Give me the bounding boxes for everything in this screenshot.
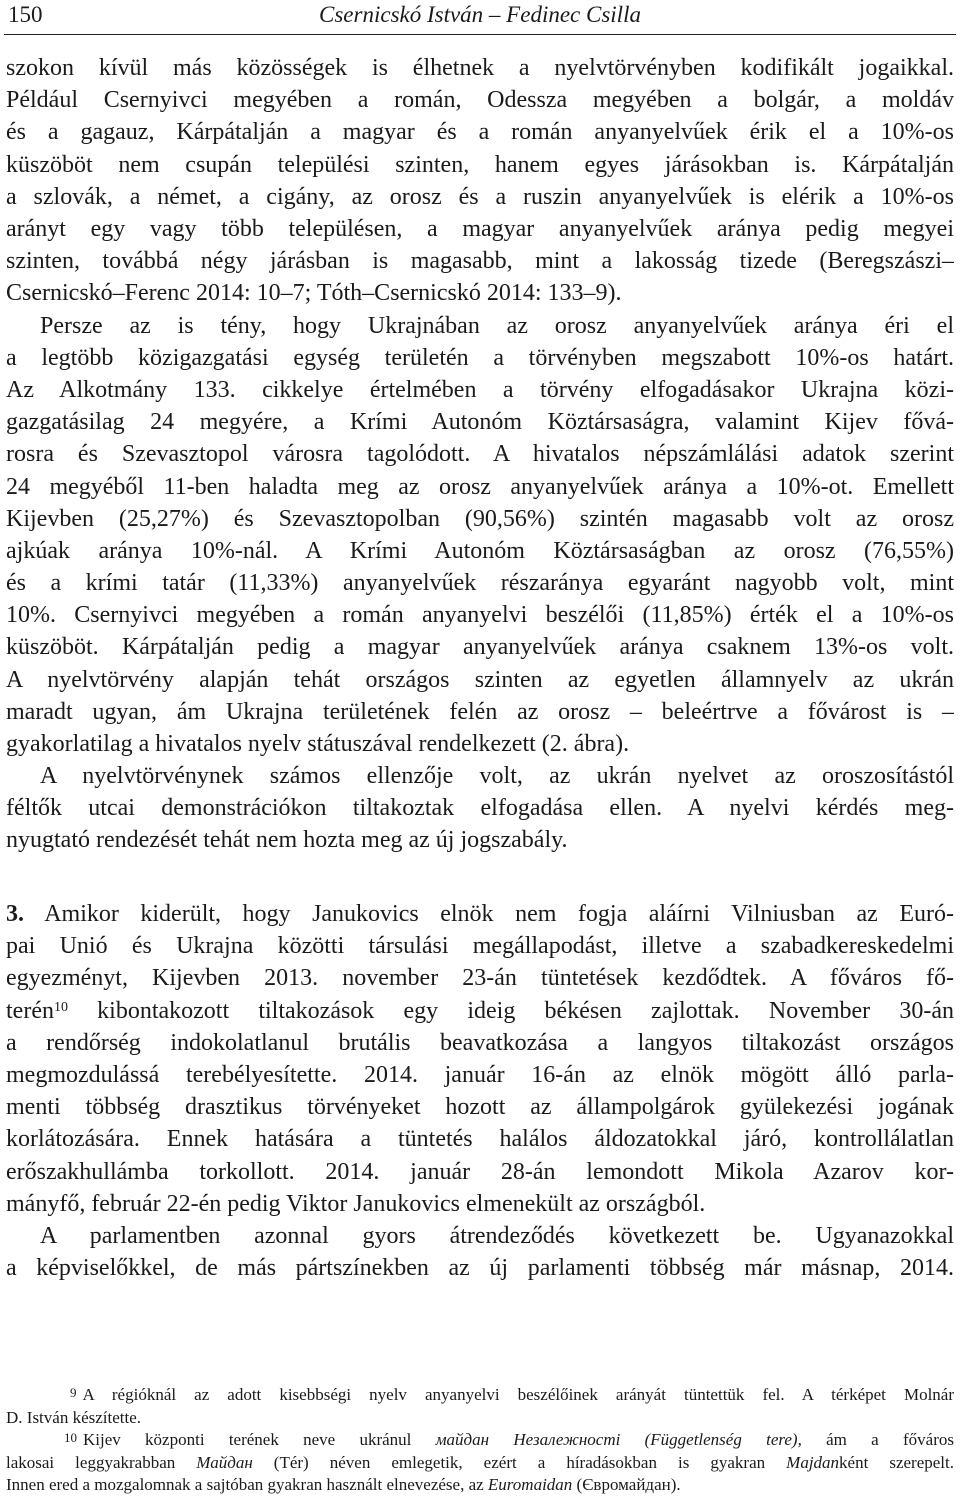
footnote-9 bbox=[6, 1384, 954, 1407]
footnote-number: 9 bbox=[70, 1385, 77, 1400]
footnote-10-line bbox=[6, 1452, 954, 1475]
footnote-text: Kijev központi terének neve ukránul bbox=[83, 1430, 436, 1449]
text-line: mányfő, február 22-én pedig Viktor Janukovics elmenekült az országból. bbox=[6, 1190, 706, 1217]
footnote-9-line: D. István készítette. bbox=[6, 1407, 142, 1427]
paragraph bbox=[6, 310, 954, 761]
footnote-text: (Tér) néven emlegetik, ezért a híradásokban is gyakran bbox=[252, 1452, 787, 1472]
text-line: küszöböt nem csupán települési szinten, hanem egyes járásokban is. Kárpátalján bbox=[6, 151, 954, 178]
text-line: Persze az is tény, hogy Ukrajnában az orosz anyanyelvűek aránya éri el bbox=[40, 312, 954, 339]
text-line: egyezményt, Kijevben 2013. november 23-án tüntetések kezdődtek. A főváros fő- bbox=[6, 965, 954, 992]
text-line: A parlamentben azonnal gyors átrendeződés következett be. Ugyanazokkal bbox=[40, 1223, 954, 1249]
section-number: 3. bbox=[6, 901, 24, 927]
text-line: szokon kívül más közösségek is élhetnek a nyelvtörvényben kodifikált jogaikkal. bbox=[6, 55, 954, 81]
footnote-text: ám a főváros bbox=[801, 1430, 954, 1449]
text-line: a képviselőkkel, de más pártszínekben az új parlamenti többség már másnap, 2014. bbox=[6, 1255, 954, 1282]
footnote-10-line bbox=[6, 1474, 954, 1497]
text-line: a szlovák, a német, a cigány, az orosz és a ruszin anyanyelvűek is elérik a 10%-os bbox=[6, 183, 954, 210]
page-number: 150 bbox=[8, 2, 43, 27]
text-line: megmozdulássá terebélyesítette. 2014. január 16-án az elnök mögött álló parla- bbox=[6, 1061, 954, 1088]
footnote-text: A régióknál az adott kisebbségi nyelv anyanyelvi beszélőinek arányát tüntettük fel. A térképet Molnár bbox=[82, 1385, 954, 1404]
paragraph bbox=[6, 760, 954, 857]
text-line: A nyelvtörvény alapján tehát országos szinten az egyetlen államnyelv az ukrán bbox=[6, 666, 954, 693]
text-line: féltők utcai demonstrációkon tiltakoztak elfogadása ellen. A nyelvi kérdés meg- bbox=[6, 795, 954, 822]
text-line: arányt egy vagy több településen, a magyar anyanyelvűek aránya pedig megyei bbox=[6, 215, 954, 242]
footnote-text-italic: Майдан bbox=[196, 1452, 253, 1472]
text-line: a rendőrség indokolatlanul brutális beavatkozása a langyos tiltakozást országos bbox=[6, 1029, 954, 1056]
text-line: 10%. Csernyivci megyében a román anyanyelvi beszélői (11,85%) érték el a 10%-os bbox=[6, 602, 954, 629]
footnote-text: lakosai leggyakrabban bbox=[6, 1452, 197, 1472]
text-line bbox=[6, 898, 954, 930]
footnote-text-italic: Majdan bbox=[786, 1452, 840, 1472]
text-line: nyugtató rendezését tehát nem hozta meg az új jogszabály. bbox=[6, 827, 568, 854]
text-line: 24 megyéből 11-ben haladta meg az orosz anyanyelvűek aránya a 10%-ot. Emellett bbox=[6, 473, 954, 500]
text-line: gazgatásilag 24 megyére, a Krími Autonóm Köztársaságra, valamint Kijev fővá- bbox=[6, 409, 954, 436]
footnote-text: (Євромайдан). bbox=[572, 1475, 681, 1494]
text-line: Csernicskó–Ferenc 2014: 10–7; Tóth–Csernicskó 2014: 133–9). bbox=[6, 280, 622, 307]
text-line: korlátozására. Ennek hatására a tüntetés halálos áldozatokkal járó, kontrollálatlan bbox=[6, 1126, 954, 1153]
text-line: A nyelvtörvénynek számos ellenzője volt, az ukrán nyelvet az oroszosítástól bbox=[40, 763, 954, 789]
text-line: szinten, továbbá négy járásban is magasabb, mint a lakosság tizede (Beregszászi– bbox=[6, 248, 954, 275]
footnote-reference[interactable]: 10 bbox=[53, 999, 68, 1015]
text-line: gyakorlatilag a hivatalos nyelv státuszával rendelkezett (2. ábra). bbox=[6, 731, 630, 758]
paragraph-continuation bbox=[6, 52, 954, 310]
text-line: a legtöbb közigazgatási egység területén a törvényben megszabott 10%-os határt. bbox=[6, 344, 954, 371]
footnotes bbox=[6, 1384, 954, 1497]
text-line: Például Csernyivci megyében a román, Odessza megyében a bolgár, a moldáv bbox=[6, 87, 954, 114]
paragraph bbox=[6, 1220, 954, 1284]
text-line bbox=[6, 995, 954, 1027]
text-line: Az Alkotmány 133. cikkelye értelmében a törvény elfogadásakor Ukrajna közi- bbox=[6, 376, 954, 403]
text-line: maradt ugyan, ám Ukrajna területének felén az orosz – beleértrve a fővárost is – bbox=[6, 698, 954, 725]
text-line: ajkúak aránya 10%-nál. A Krími Autonóm Köztársaságban az orosz (76,55%) bbox=[6, 537, 954, 564]
footnote-10 bbox=[6, 1429, 954, 1452]
footnote-text-italic: майдан Незалежності (Függetlenség tere), bbox=[435, 1430, 802, 1449]
text-span: Amikor kiderült, hogy Janukovics elnök nem fogja aláírni Vilniusban az Euró- bbox=[44, 901, 954, 927]
text-line: és a gagauz, Kárpátalján a magyar és a román anyanyelvűek érik el a 10%-os bbox=[6, 119, 954, 146]
running-head: Csernicskó István – Fedinec Csilla bbox=[319, 2, 641, 27]
text-line: rosra és Szevasztopol városra tagolódott. A hivatalos népszámlálási adatok szerint bbox=[6, 441, 954, 468]
text-span: terén bbox=[6, 997, 54, 1024]
text-line: erőszakhullámba torkollott. 2014. január 28-án lemondott Mikola Azarov kor- bbox=[6, 1158, 954, 1185]
text-line: pai Unió és Ukrajna közötti társulási megállapodást, illetve a szabadkereskedelmi bbox=[6, 933, 954, 960]
text-span: kibontakozott tiltakozások egy ideig békésen zajlottak. November 30-án bbox=[67, 997, 954, 1024]
text-line: menti többség drasztikus törvényeket hozott az állampolgárok gyülekezési jogának bbox=[6, 1094, 954, 1121]
section-3 bbox=[6, 898, 954, 1220]
text-line: és a krími tatár (11,33%) anyanyelvűek részaránya egyaránt nagyobb volt, mint bbox=[6, 570, 954, 597]
footnote-text-italic: Euromaidan bbox=[487, 1475, 573, 1494]
footnote-number: 10 bbox=[64, 1430, 77, 1445]
text-line: küszöböt. Kárpátalján pedig a magyar anyanyelvűek aránya csaknem 13%-os volt. bbox=[6, 634, 954, 661]
footnote-text: ként szerepelt. bbox=[839, 1452, 954, 1472]
page-header bbox=[4, 0, 956, 35]
text-line: Kijevben (25,27%) és Szevasztopolban (90,56%) szintén magasabb volt az orosz bbox=[6, 505, 954, 532]
footnote-text: Innen ered a mozgalomnak a sajtóban gyakran használt elnevezése, az bbox=[6, 1475, 488, 1494]
